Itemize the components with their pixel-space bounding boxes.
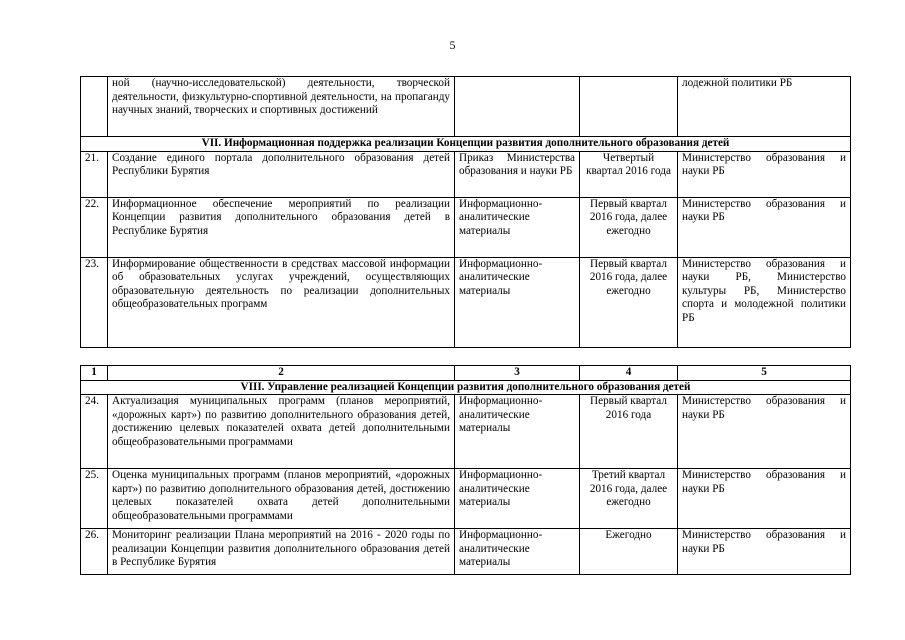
cell-num: 25.	[81, 469, 108, 529]
cell-deadline: Первый квартал 2016 года	[580, 395, 678, 469]
cell-document	[455, 77, 580, 137]
cell-document: Информационно-аналитические материалы	[455, 529, 580, 575]
cell-deadline: Четвертый квартал 2016 года	[580, 151, 678, 197]
table-row	[81, 257, 851, 347]
cell-description: Актуализация муниципальных программ (планов мероприятий, «дорожных карт») по развитию дополнительного образования детей, достижению целевых показателей охвата детей дополнительными общеобразовательными программами	[108, 395, 455, 469]
cell-description: Оценка муниципальных программ (планов мероприятий, «дорожных карт») по развитию дополнительного образования детей, достижению целевых показателей охвата детей дополнительными общеобразовательными программами	[108, 469, 455, 529]
cell-executor: Министерство образования и науки РБ	[678, 197, 851, 257]
section-title-7: VII. Информационная поддержка реализации Концепции развития дополнительного образования детей	[81, 137, 851, 152]
cell-executor: Министерство образования и науки РБ	[678, 151, 851, 197]
cell-description: Мониторинг реализации Плана мероприятий на 2016 - 2020 годы по реализации Концепции развития дополнительного образования детей в Республике Бурятия	[108, 529, 455, 575]
cell-num	[81, 77, 108, 137]
table-row	[81, 529, 851, 575]
cell-deadline	[580, 77, 678, 137]
column-header: 1	[81, 366, 108, 381]
cell-num: 22.	[81, 197, 108, 257]
cell-document: Приказ Министерства образования и науки РБ	[455, 151, 580, 197]
section-row	[81, 380, 851, 395]
cell-document: Информационно-аналитические материалы	[455, 257, 580, 347]
cell-num: 21.	[81, 151, 108, 197]
cell-executor: Министерство образования и науки РБ	[678, 529, 851, 575]
cell-num: 26.	[81, 529, 108, 575]
column-header: 4	[580, 366, 678, 381]
cell-executor: Министерство образования и науки РБ	[678, 395, 851, 469]
section-title-8: VIII. Управление реализацией Концепции развития дополнительного образования детей	[81, 380, 851, 395]
table-row	[81, 395, 851, 469]
cell-num: 23.	[81, 257, 108, 347]
column-header: 2	[108, 366, 455, 381]
cell-executor: Министерство образования и науки РБ	[678, 469, 851, 529]
cell-description: Информационное обеспечение мероприятий по реализации Концепции развития дополнительного образования детей в Республике Бурятия	[108, 197, 455, 257]
section-row	[81, 137, 851, 152]
header-row	[81, 366, 851, 381]
cell-document: Информационно-аналитические материалы	[455, 197, 580, 257]
cell-document: Информационно-аналитические материалы	[455, 395, 580, 469]
column-header: 5	[678, 366, 851, 381]
table-row	[81, 77, 851, 137]
plan-table-continued	[80, 76, 851, 348]
column-header: 3	[455, 366, 580, 381]
cell-executor: Министерство образования и науки РБ, Министерство культуры РБ, Министерство спорта и молодежной политики РБ	[678, 257, 851, 347]
table-row	[81, 197, 851, 257]
page-number: 5	[449, 38, 456, 52]
table-row	[81, 469, 851, 529]
cell-deadline: Первый квартал 2016 года, далее ежегодно	[580, 257, 678, 347]
cell-deadline: Ежегодно	[580, 529, 678, 575]
cell-document: Информационно-аналитические материалы	[455, 469, 580, 529]
table-row	[81, 151, 851, 197]
plan-table	[80, 365, 851, 575]
cell-executor: лодежной политики РБ	[678, 77, 851, 137]
cell-description: ной (научно-исследовательской) деятельности, творческой деятельности, физкультурно-спортивной деятельности, на пропаганду научных знаний, творческих и спортивных достижений	[108, 77, 455, 137]
cell-description: Информирование общественности в средствах массовой информации об образовательных услугах учреждений, осуществляющих образовательную деятельность по реализации дополнительных общеобразовательных программ	[108, 257, 455, 347]
cell-deadline: Первый квартал 2016 года, далее ежегодно	[580, 197, 678, 257]
cell-deadline: Третий квартал 2016 года, далее ежегодно	[580, 469, 678, 529]
cell-num: 24.	[81, 395, 108, 469]
cell-description: Создание единого портала дополнительного образования детей Республики Бурятия	[108, 151, 455, 197]
